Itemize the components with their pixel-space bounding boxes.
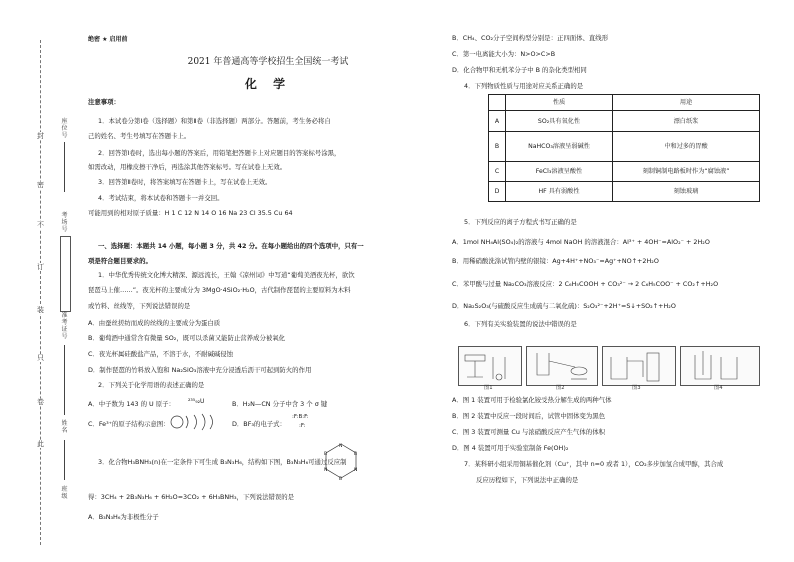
secret-mark: 绝密 ★ 启用前 bbox=[88, 36, 128, 43]
field-line bbox=[64, 142, 65, 192]
note-line: 2．回答第Ⅰ卷时，选出每小题的答案后，用铅笔把答题卡上对应题目的答案标号涂黑， bbox=[98, 149, 341, 157]
q6-option-a: A．图 1 装置可用于检验氯化铵受热分解生成的两种气体 bbox=[452, 396, 612, 404]
svg-text::F:B:F:: :F:B:F: bbox=[292, 414, 309, 420]
atomic-structure-diagram bbox=[168, 412, 220, 432]
table-cell: SO₂具有氧化性 bbox=[506, 111, 613, 132]
table-cell: HF 具有弱酸性 bbox=[506, 182, 613, 202]
seal-char: 此 bbox=[37, 440, 44, 448]
field-seat-number: 座位号 bbox=[61, 118, 68, 139]
q2-option-c: C．Fe³⁺的原子结构示意图： bbox=[88, 420, 170, 428]
field-admission-number: 准考证号 bbox=[61, 312, 68, 340]
table-row bbox=[489, 132, 760, 162]
seal-char: 只 bbox=[37, 354, 44, 362]
table-row bbox=[489, 111, 760, 132]
seal-char: 卷 bbox=[37, 398, 44, 406]
note-line: 如需改动，用橡皮擦干净后，再选涂其他答案标号。写在试卷上无效。 bbox=[88, 163, 287, 171]
q5-stem: 5．下列反应的离子方程式书写正确的是 bbox=[464, 218, 577, 226]
seal-char: 封 bbox=[37, 132, 44, 140]
field-line bbox=[64, 440, 65, 480]
borazine-ring-structure bbox=[316, 438, 366, 484]
table-header-row bbox=[489, 95, 760, 111]
q1-option-c: C．夜光杯属硅酸盐产品，不溶于水，不耐碱碱侵蚀 bbox=[88, 350, 234, 358]
seal-char: 订 bbox=[37, 263, 44, 271]
table-cell: FeCl₃溶液呈酸性 bbox=[506, 162, 613, 182]
exam-title: 2021 年普通高等学校招生全国统一考试 bbox=[187, 57, 349, 67]
figure-label: 图2 bbox=[556, 385, 565, 391]
notes-heading: 注意事项： bbox=[88, 98, 120, 106]
binding-margin bbox=[0, 0, 84, 562]
seal-char: 密 bbox=[37, 181, 44, 189]
svg-text:B: B bbox=[354, 452, 358, 457]
q2-option-d: D．BF₃的电子式： bbox=[232, 420, 286, 428]
svg-text:B: B bbox=[339, 477, 343, 482]
q3-option-a: A．B₃N₃H₆为非极性分子 bbox=[88, 513, 159, 521]
q3-stem: 3．化合物H₃BNH₃(n)在一定条件下可生成 B₃N₃H₆，结构如下图，B₃N₃H₆可通过反应制 bbox=[98, 458, 347, 466]
table-header-cell: 用途 bbox=[613, 95, 760, 111]
q5-option-b: B．用稀硝酸洗涤试管内壁的银镜：Ag+4H⁺+NO₃⁻=Ag⁺+NO↑+2H₂O bbox=[452, 257, 659, 265]
table-header-cell: 性质 bbox=[506, 95, 613, 111]
apparatus-figure-4 bbox=[680, 346, 760, 386]
q3-option-d: D．化合物甲和无机苯分子中 B 的杂化类型相同 bbox=[452, 66, 587, 74]
number-grid bbox=[60, 236, 71, 312]
q5-option-a: A．1mol NH₄Al(SO₄)₂的溶液与 4mol NaOH 的溶液混合：Al³⁺ + 4OH⁻=AlO₂⁻ + 2H₂O bbox=[452, 238, 710, 246]
q2-option-b: B．H₂N—CN 分子中含 3 个 σ 键 bbox=[232, 400, 328, 408]
q4-stem: 4．下列物质性质与用途对应关系正确的是 bbox=[464, 82, 584, 90]
q7-stem: 反应历程如下，下列说法中正确的是 bbox=[476, 476, 579, 484]
apparatus-figure-2 bbox=[526, 346, 598, 386]
bf3-electron-formula bbox=[290, 410, 316, 432]
figure-label: 图4 bbox=[714, 385, 723, 391]
table-header-cell bbox=[489, 95, 506, 111]
apparatus-figure-1 bbox=[458, 346, 522, 386]
svg-text:N: N bbox=[324, 468, 328, 473]
table-cell: D bbox=[489, 182, 506, 202]
q1-option-d: D．制作琵琶的竹料放入饱和 Na₂SiO₃溶液中充分浸透后沥干可起到防火的作用 bbox=[88, 366, 312, 374]
q2-stem: 2．下列关于化学用语的表述正确的是 bbox=[98, 381, 205, 389]
apparatus-figure-3 bbox=[602, 346, 676, 386]
table-row bbox=[489, 162, 760, 182]
q6-option-d: D．图 4 装置可用于实验室制备 Fe(OH)₂ bbox=[452, 444, 569, 452]
atomic-masses: 可能用到的相对原子质量：H 1 C 12 N 14 O 16 Na 23 Cl 35.5 Cu 64 bbox=[88, 209, 293, 217]
q1-stem: 或竹料、丝线等，下列说法错误的是 bbox=[88, 302, 191, 310]
q4-property-table bbox=[488, 94, 760, 202]
q6-option-b: B．图 2 装置中反应一段时间后，试管中固体变为黑色 bbox=[452, 412, 606, 420]
q6-option-c: C．图 3 装置可测量 Cu 与浓硝酸反应产生气体的体积 bbox=[452, 428, 605, 436]
seal-char: 装 bbox=[37, 306, 44, 314]
cut-line bbox=[40, 40, 41, 545]
table-cell: 漂白纸浆 bbox=[613, 111, 760, 132]
subject-title: 化 学 bbox=[244, 77, 292, 91]
note-line: 己的姓名、考生号填写在答题卡上。 bbox=[88, 132, 191, 140]
note-line: 1．本试卷分第Ⅰ卷（选择题）和第Ⅱ卷（非选择题）两部分。答题前，考生务必将自 bbox=[98, 117, 331, 125]
seal-char: 不 bbox=[37, 221, 44, 229]
section-heading-cont: 项是符合题目要求的。 bbox=[88, 257, 152, 265]
q5-option-c: C．苯甲酸与过量 Na₂CO₃溶液反应：2 C₆H₅COOH + CO₃²⁻ → 2 C₆H₅COO⁻ + CO₂↑+H₂O bbox=[452, 280, 719, 288]
table-cell: A bbox=[489, 111, 506, 132]
q1-stem: 琵琶马上催……”。夜光杯的主要成分为 3MgO·4SiO₂·H₂O，古代制作琵琶的主要原料为木料 bbox=[88, 286, 351, 294]
q5-option-d: D．Na₂S₂O₃(与硫酸反应生成硫与二氧化硫)：S₂O₃²⁻+2H⁺=S↓+SO₂↑+H₂O bbox=[452, 302, 676, 310]
svg-text::F:: :F: bbox=[299, 423, 306, 429]
field-exam-room: 考场号 bbox=[61, 212, 68, 233]
field-line bbox=[64, 345, 65, 415]
table-cell: B bbox=[489, 132, 506, 162]
field-class: 班级 bbox=[61, 486, 68, 500]
svg-text:B: B bbox=[324, 452, 328, 457]
field-name: 姓名 bbox=[61, 420, 68, 434]
note-line: 4．考试结束，将本试卷和答题卡一并交回。 bbox=[98, 194, 224, 202]
q7-stem: 7．某科研小组采用铜基催化剂（Cu⁺，其中 n=0 或者 1），CO₂多步加氢合成甲醇，其合成 bbox=[464, 460, 724, 468]
q3-equation: 得：3CH₄ + 2B₃N₃H₆ + 6H₂O=3CO₂ + 6H₃BNH₃，下列说法错误的是 bbox=[88, 493, 295, 501]
table-cell: 中和过多的胃酸 bbox=[613, 132, 760, 162]
table-row bbox=[489, 182, 760, 202]
q1-option-b: B．葡萄酒中通常含有微量 SO₂，既可以杀菌又能防止营养成分被氧化 bbox=[88, 334, 286, 342]
nuclide-symbol: ²³⁵₉₂U bbox=[188, 398, 205, 405]
note-line: 3．回答第Ⅱ卷时，将答案填写在答题卡上，写在试卷上无效。 bbox=[98, 178, 272, 186]
svg-text:N: N bbox=[354, 468, 358, 473]
q3-option-c: C．第一电离能大小为：N>O>C>B bbox=[452, 50, 556, 58]
q6-stem: 6．下列有关实验装置的说法中错误的是 bbox=[464, 320, 577, 328]
table-cell: NaHCO₃溶液呈弱碱性 bbox=[506, 132, 613, 162]
figure-label: 图1 bbox=[484, 385, 493, 391]
q3-option-b: B．CH₄、CO₂分子空间构型分别是：正四面体、直线形 bbox=[452, 34, 609, 42]
table-cell: 刻制铜制电路板时作为“腐蚀液” bbox=[613, 162, 760, 182]
q1-stem: 1．中华优秀传统文化博大精深、源远流长，王翰《凉州词》中写道“葡萄美酒夜光杯，欲饮 bbox=[98, 271, 355, 279]
table-cell: C bbox=[489, 162, 506, 182]
svg-text:N: N bbox=[339, 444, 343, 449]
q1-option-a: A．由蚕丝搓纺而成的丝线的主要成分为蛋白质 bbox=[88, 319, 221, 327]
table-cell: 刻蚀玻璃 bbox=[613, 182, 760, 202]
q2-option-a: A．中子数为 143 的 U 原子： bbox=[88, 400, 175, 408]
section-heading: 一、选择题：本题共 14 小题，每小题 3 分，共 42 分。在每小题给出的四个选项中，只有一 bbox=[98, 242, 364, 250]
figure-label: 图3 bbox=[632, 385, 641, 391]
